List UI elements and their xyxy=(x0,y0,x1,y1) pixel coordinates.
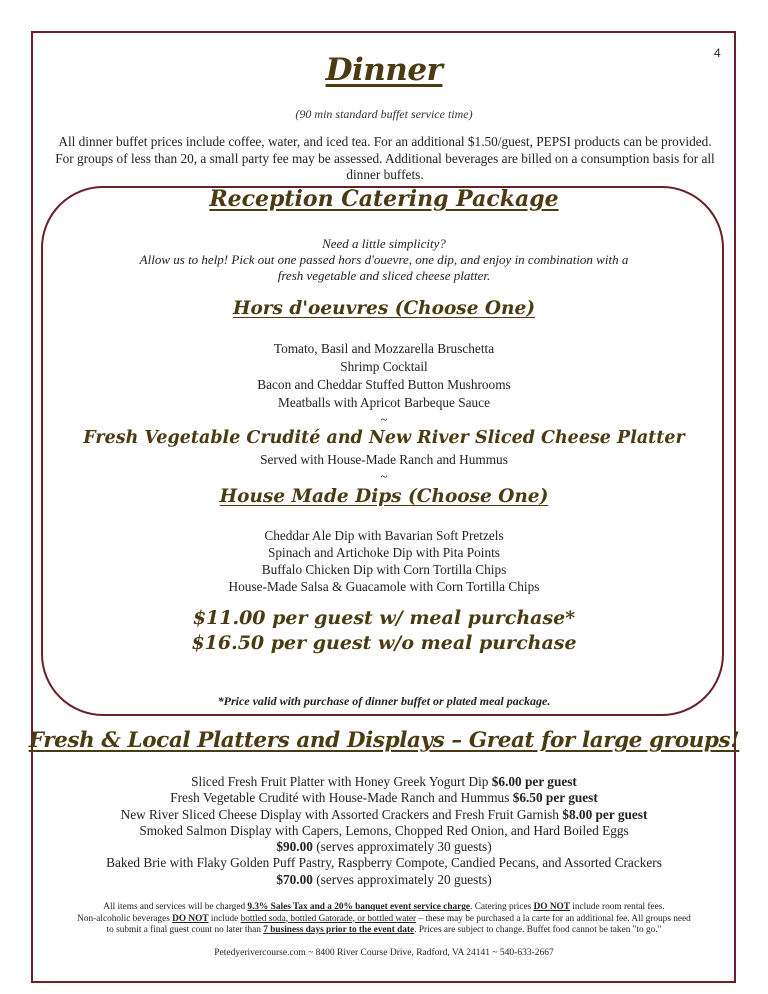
list-item: Bacon and Cheddar Stuffed Button Mushrooms xyxy=(257,377,511,392)
item-serving: (serves approximately 20 guests) xyxy=(312,871,492,887)
list-item: Spinach and Artichoke Dip with Pita Points xyxy=(268,545,500,560)
dips-title: House Made Dips (Choose One) xyxy=(219,486,549,507)
list-item xyxy=(0,790,768,806)
separator: ~ xyxy=(380,469,388,484)
list-item: Cheddar Ale Dip with Bavarian Soft Pretzels xyxy=(264,528,504,543)
hors-title: Hors d'oeuvres (Choose One) xyxy=(232,298,536,319)
item-price: $6.00 per guest xyxy=(491,774,577,789)
item-serving: (serves approximately 30 guests) xyxy=(312,839,492,855)
list-item xyxy=(0,774,768,790)
page-number: 4 xyxy=(714,46,721,60)
separator: ~ xyxy=(380,412,388,427)
price-block xyxy=(0,606,768,656)
list-item: Buffalo Chicken Dip with Corn Tortilla Chips xyxy=(261,562,507,577)
footer-emphasis: DO NOT xyxy=(172,913,209,924)
footer-emphasis: 7 business days prior to the event date xyxy=(263,925,415,935)
footer-emphasis: DO NOT xyxy=(533,902,570,912)
item-price: $8.00 per guest xyxy=(562,806,648,822)
item-text: Smoked Salmon Display with Capers, Lemons, Chopped Red Onion, and Hard Boiled Eggs xyxy=(139,822,629,838)
item-price: $70.00 xyxy=(276,871,313,887)
footer-text: . Prices are subject to change. Buffet food cannot be taken "to go." xyxy=(414,925,662,935)
item-text: New River Sliced Cheese Display with Assorted Crackers and Fresh Fruit Garnish xyxy=(120,806,563,822)
footer-terms xyxy=(0,902,768,937)
tagline-line: Allow us to help! Pick out one passed hors d'ouevre, one dip, and enjoy in combination with a xyxy=(139,252,629,267)
footer-text: include xyxy=(208,913,241,924)
footer-emphasis: bottled soda, bottled Gatorade, or bottled water xyxy=(240,913,417,924)
reception-title: Reception Catering Package xyxy=(209,186,559,212)
platter-heading: Fresh Vegetable Crudité and New River Sliced Cheese Platter xyxy=(83,428,685,448)
footer-text: – these may be purchased a la carte for an additional fee. All groups need xyxy=(416,913,691,924)
page-title: Dinner xyxy=(325,52,443,88)
dips-list xyxy=(0,527,768,595)
item-text: Sliced Fresh Fruit Platter with Honey Greek Yogurt Dip xyxy=(191,774,492,789)
footer-text: All items and services will be charged xyxy=(103,902,248,912)
price-with-meal: $11.00 per guest w/ meal purchase* xyxy=(192,607,576,629)
list-item xyxy=(0,839,768,855)
item-text: Baked Brie with Flaky Golden Puff Pastry, Raspberry Compote, Candied Pecans, and Assorted Crackers xyxy=(106,855,662,871)
reception-tagline xyxy=(0,236,768,284)
list-item: House-Made Salsa & Guacamole with Corn Tortilla Chips xyxy=(228,579,540,594)
platters-list xyxy=(0,774,768,888)
list-item: Meatballs with Apricot Barbeque Sauce xyxy=(278,395,490,410)
list-item xyxy=(0,823,768,839)
list-item: Tomato, Basil and Mozzarella Bruschetta xyxy=(273,341,495,356)
price-without-meal: $16.50 per guest w/o meal purchase xyxy=(191,632,577,654)
list-item xyxy=(0,855,768,871)
platter-sub xyxy=(0,451,768,485)
footer-text: Non-alcoholic beverages xyxy=(77,913,173,924)
tagline-line: fresh vegetable and sliced cheese platter. xyxy=(277,268,491,283)
footer-emphasis: 9.3% Sales Tax and a 20% banquet event service charge xyxy=(247,902,471,912)
contact-line: Petedyerivercourse.com ~ 8400 River Course Drive, Radford, VA 24141 ~ 540-633-2667 xyxy=(214,948,554,958)
tagline-line: Need a little simplicity? xyxy=(322,236,446,251)
footer-text: . Catering prices xyxy=(470,902,534,912)
item-text: Fresh Vegetable Crudité with House-Made Ranch and Hummus xyxy=(170,790,513,806)
list-item: Shrimp Cocktail xyxy=(340,359,428,374)
item-price: $90.00 xyxy=(276,839,313,855)
item-price: $6.50 per guest xyxy=(512,790,598,806)
intro-paragraph: All dinner buffet prices include coffee, water, and iced tea. For an additional $1.50/guest, PEPSI products can be provided. For groups of less than 20, a small party fee may be assessed. Additional beverages are billed on a consumption basis for all dinner buffets. xyxy=(55,134,715,182)
platters-title: Fresh & Local Platters and Displays – Great for large groups! xyxy=(28,728,740,753)
footer-line xyxy=(0,902,768,914)
footer-text: include room rental fees. xyxy=(569,902,665,912)
hors-list xyxy=(0,340,768,428)
list-item xyxy=(0,807,768,823)
service-time: (90 min standard buffet service time) xyxy=(295,107,473,121)
footer-line xyxy=(0,925,768,937)
platter-subtitle: Served with House-Made Ranch and Hummus xyxy=(260,452,508,467)
footer-text: to submit a final guest count no later than xyxy=(106,925,264,935)
footer-line xyxy=(0,914,768,926)
list-item xyxy=(0,872,768,888)
price-note: *Price valid with purchase of dinner buffet or plated meal package. xyxy=(217,694,551,708)
